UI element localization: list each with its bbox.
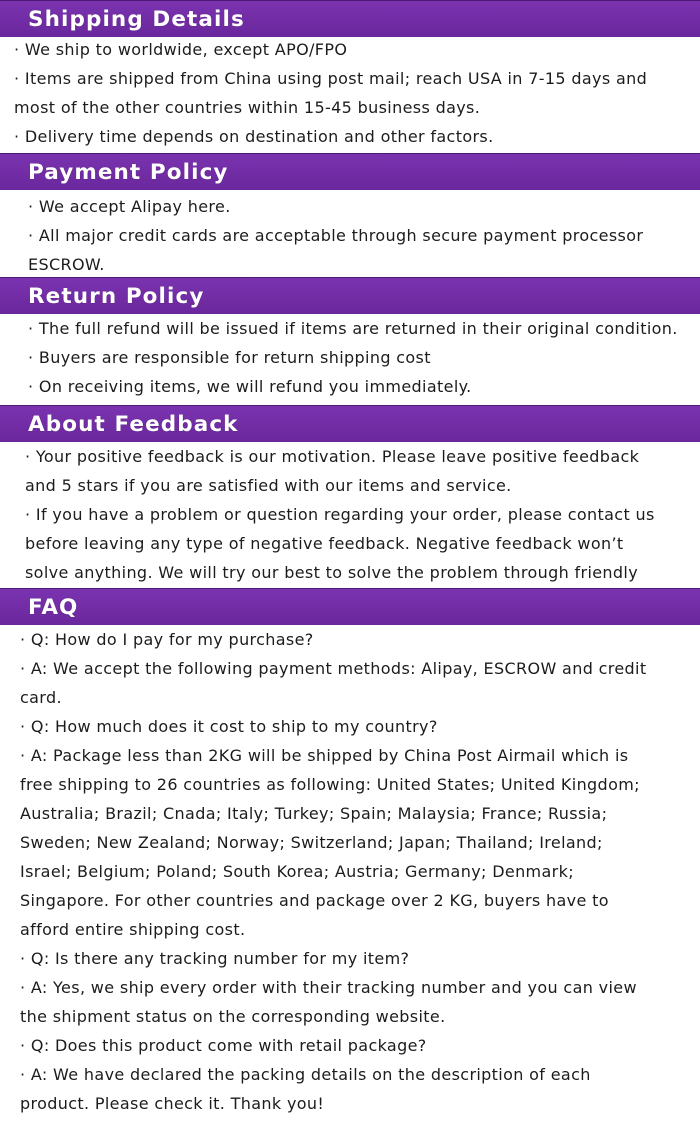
section-title: Payment Policy: [28, 160, 229, 185]
faq-answer: Sweden; New Zealand; Norway; Switzerland; Japan; Thailand; Ireland;: [20, 833, 603, 852]
text-line: · All major credit cards are acceptable through secure payment processor: [28, 226, 644, 245]
section-header-bar: [0, 153, 700, 190]
text-line: and 5 stars if you are satisfied with our items and service.: [25, 476, 512, 495]
section-title: About Feedback: [28, 412, 239, 437]
faq-question: · Q: Does this product come with retail package?: [20, 1036, 427, 1055]
text-line: solve anything. We will try our best to solve the problem through friendly: [25, 563, 639, 582]
section-title: Return Policy: [28, 284, 205, 309]
section-header-bar: [0, 405, 700, 442]
faq-answer: Australia; Brazil; Cnada; Italy; Turkey; Spain; Malaysia; France; Russia;: [20, 804, 608, 823]
section-header-bar: [0, 588, 700, 625]
faq-question: · Q: How do I pay for my purchase?: [20, 630, 314, 649]
faq-answer: · A: Package less than 2KG will be shipped by China Post Airmail which is: [20, 746, 629, 765]
text-line: · Buyers are responsible for return shipping cost: [28, 348, 431, 367]
section-header-bar: [0, 277, 700, 314]
faq-answer: free shipping to 26 countries as following: United States; United Kingdom;: [20, 775, 640, 794]
text-line: · On receiving items, we will refund you immediately.: [28, 377, 472, 396]
text-line: · If you have a problem or question regarding your order, please contact us: [25, 505, 655, 524]
text-line: before leaving any type of negative feedback. Negative feedback won’t: [25, 534, 624, 553]
faq-answer: · A: We accept the following payment methods: Alipay, ESCROW and credit: [20, 659, 647, 678]
section-title: FAQ: [28, 595, 79, 620]
text-line: · The full refund will be issued if items are returned in their original condition.: [28, 319, 678, 338]
faq-answer: Singapore. For other countries and package over 2 KG, buyers have to: [20, 891, 609, 910]
faq-answer: · A: We have declared the packing details on the description of each: [20, 1065, 591, 1084]
faq-answer: Israel; Belgium; Poland; South Korea; Austria; Germany; Denmark;: [20, 862, 574, 881]
faq-answer: the shipment status on the corresponding website.: [20, 1007, 446, 1026]
text-line: most of the other countries within 15-45 business days.: [14, 98, 481, 117]
faq-question: · Q: How much does it cost to ship to my country?: [20, 717, 438, 736]
section-header-bar: [0, 0, 700, 37]
text-line: · Delivery time depends on destination and other factors.: [14, 127, 494, 146]
faq-answer: afford entire shipping cost.: [20, 920, 246, 939]
text-line: · Your positive feedback is our motivation. Please leave positive feedback: [25, 447, 640, 466]
text-line: · We accept Alipay here.: [28, 197, 231, 216]
text-line: · We ship to worldwide, except APO/FPO: [14, 40, 348, 59]
faq-answer: · A: Yes, we ship every order with their tracking number and you can view: [20, 978, 637, 997]
text-line: · Items are shipped from China using post mail; reach USA in 7-15 days and: [14, 69, 648, 88]
faq-answer: card.: [20, 688, 62, 707]
section-title: Shipping Details: [28, 7, 245, 32]
text-line: ESCROW.: [28, 255, 105, 274]
faq-answer: product. Please check it. Thank you!: [20, 1094, 325, 1113]
faq-question: · Q: Is there any tracking number for my item?: [20, 949, 410, 968]
